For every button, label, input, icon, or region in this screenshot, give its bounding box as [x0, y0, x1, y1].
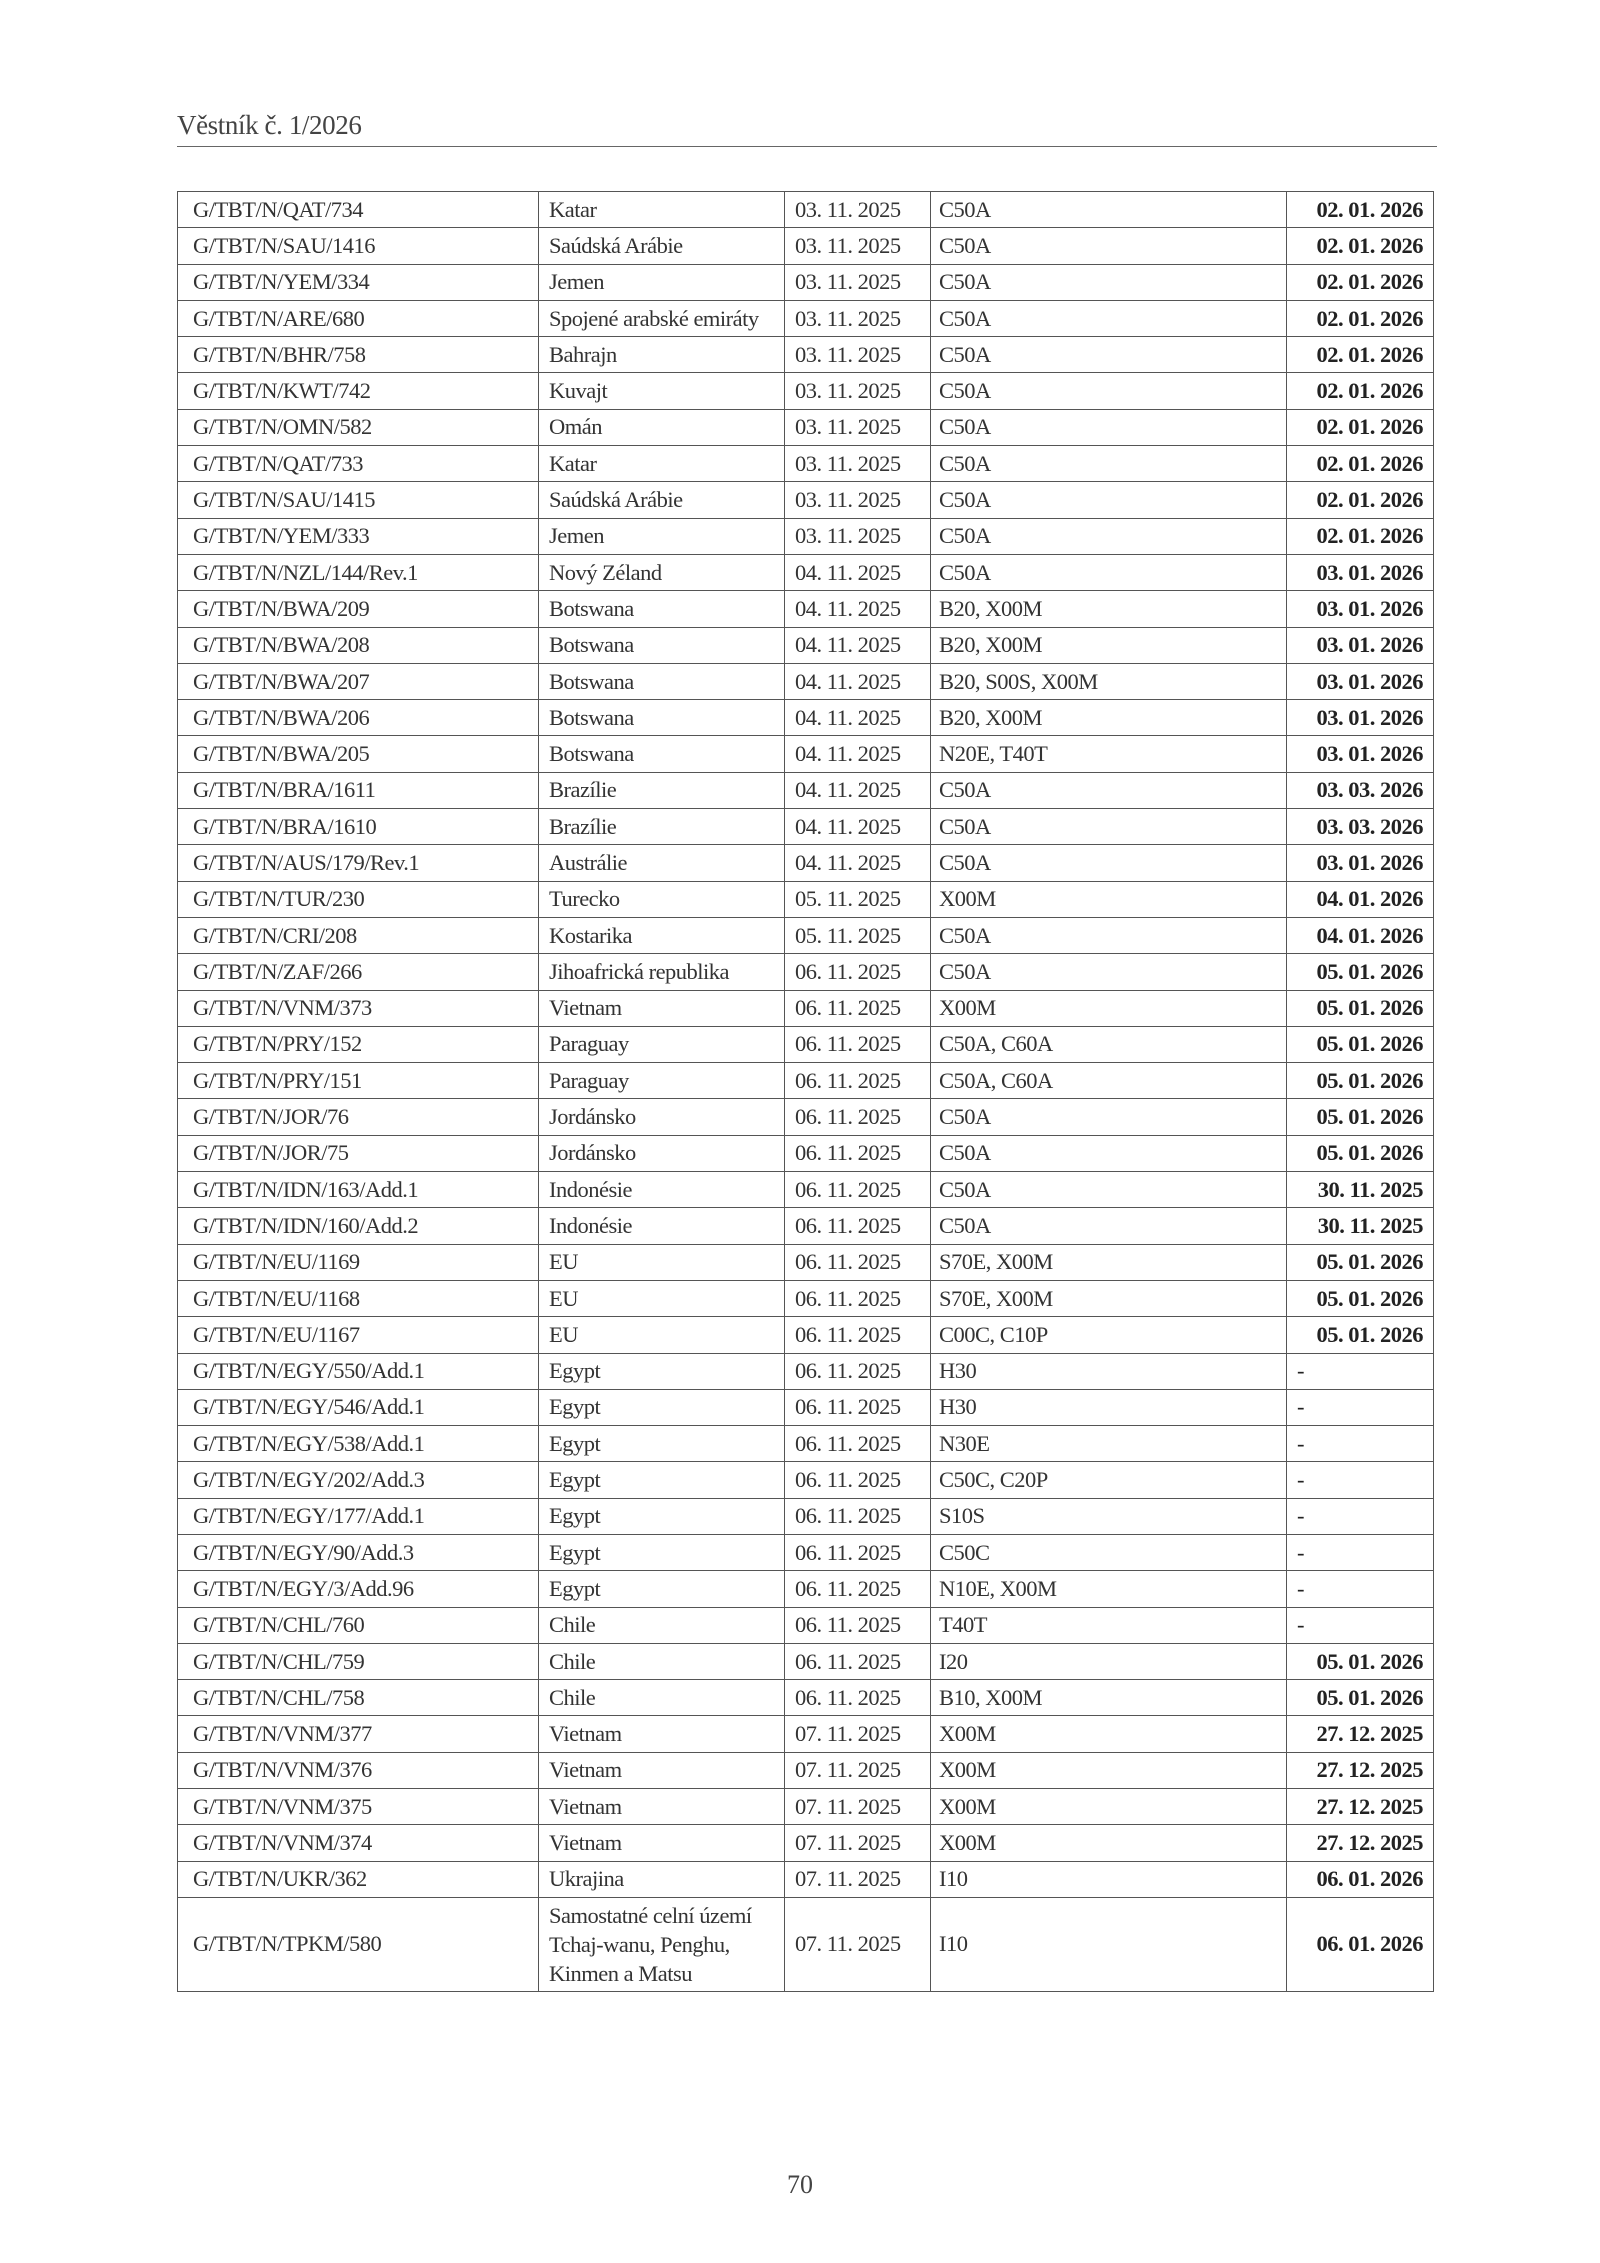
notification-date-cell: 03. 11. 2025	[785, 409, 931, 445]
notification-date-cell: 06. 11. 2025	[785, 1208, 931, 1244]
ics-codes-cell: C50A	[931, 845, 1287, 881]
comment-deadline-cell: 30. 11. 2025	[1287, 1172, 1434, 1208]
comment-deadline-cell: 03. 01. 2026	[1287, 554, 1434, 590]
ics-codes-cell: C00C, C10P	[931, 1317, 1287, 1353]
country-cell: EU	[539, 1280, 785, 1316]
notification-code-cell: G/TBT/N/EGY/177/Add.1	[178, 1498, 539, 1534]
country-cell: Botswana	[539, 627, 785, 663]
notification-code-cell: G/TBT/N/EGY/538/Add.1	[178, 1426, 539, 1462]
table-row	[178, 228, 1434, 264]
notification-code-cell: G/TBT/N/CHL/758	[178, 1680, 539, 1716]
notification-code-cell: G/TBT/N/JOR/76	[178, 1099, 539, 1135]
comment-deadline-cell: 05. 01. 2026	[1287, 1680, 1434, 1716]
notification-code-cell: G/TBT/N/EU/1167	[178, 1317, 539, 1353]
country-cell: Brazílie	[539, 809, 785, 845]
running-header: Věstník č. 1/2026	[177, 110, 362, 140]
comment-deadline-cell: -	[1287, 1534, 1434, 1570]
notification-code-cell: G/TBT/N/VNM/373	[178, 990, 539, 1026]
notification-date-cell: 03. 11. 2025	[785, 192, 931, 228]
country-cell: Egypt	[539, 1389, 785, 1425]
notification-date-cell: 06. 11. 2025	[785, 990, 931, 1026]
ics-codes-cell: C50A	[931, 772, 1287, 808]
page-number: 70	[787, 2170, 813, 2199]
comment-deadline-cell: 02. 01. 2026	[1287, 264, 1434, 300]
comment-deadline-cell: 02. 01. 2026	[1287, 409, 1434, 445]
table-row	[178, 1172, 1434, 1208]
comment-deadline-cell: 04. 01. 2026	[1287, 881, 1434, 917]
ics-codes-cell: S70E, X00M	[931, 1244, 1287, 1280]
table-row	[178, 1026, 1434, 1062]
table-row	[178, 917, 1434, 953]
notification-date-cell: 06. 11. 2025	[785, 1026, 931, 1062]
country-cell: Omán	[539, 409, 785, 445]
ics-codes-cell: C50A	[931, 264, 1287, 300]
ics-codes-cell: C50A	[931, 917, 1287, 953]
country-cell: Chile	[539, 1607, 785, 1643]
country-cell: Botswana	[539, 663, 785, 699]
comment-deadline-cell: 03. 03. 2026	[1287, 772, 1434, 808]
comment-deadline-cell: 02. 01. 2026	[1287, 518, 1434, 554]
table-row	[178, 1897, 1434, 1991]
notification-code-cell: G/TBT/N/JOR/75	[178, 1135, 539, 1171]
table-row	[178, 192, 1434, 228]
notification-code-cell: G/TBT/N/EU/1169	[178, 1244, 539, 1280]
notification-date-cell: 03. 11. 2025	[785, 300, 931, 336]
notification-date-cell: 03. 11. 2025	[785, 264, 931, 300]
notification-code-cell: G/TBT/N/IDN/160/Add.2	[178, 1208, 539, 1244]
ics-codes-cell: B20, X00M	[931, 700, 1287, 736]
notification-date-cell: 07. 11. 2025	[785, 1861, 931, 1897]
ics-codes-cell: C50A	[931, 482, 1287, 518]
country-cell: Brazílie	[539, 772, 785, 808]
table-row	[178, 1752, 1434, 1788]
table-row	[178, 409, 1434, 445]
comment-deadline-cell: 02. 01. 2026	[1287, 300, 1434, 336]
table-row	[178, 772, 1434, 808]
ics-codes-cell: X00M	[931, 990, 1287, 1026]
notification-code-cell: G/TBT/N/PRY/151	[178, 1063, 539, 1099]
notification-date-cell: 06. 11. 2025	[785, 1534, 931, 1570]
notification-code-cell: G/TBT/N/OMN/582	[178, 409, 539, 445]
notification-code-cell: G/TBT/N/YEM/333	[178, 518, 539, 554]
table-row	[178, 1607, 1434, 1643]
notification-code-cell: G/TBT/N/SAU/1415	[178, 482, 539, 518]
table-row	[178, 1244, 1434, 1280]
comment-deadline-cell: 02. 01. 2026	[1287, 482, 1434, 518]
country-cell: Egypt	[539, 1426, 785, 1462]
country-cell: Jemen	[539, 518, 785, 554]
comment-deadline-cell: 05. 01. 2026	[1287, 1063, 1434, 1099]
comment-deadline-cell: 02. 01. 2026	[1287, 446, 1434, 482]
table-row	[178, 1280, 1434, 1316]
country-cell: Botswana	[539, 736, 785, 772]
notification-code-cell: G/TBT/N/VNM/377	[178, 1716, 539, 1752]
ics-codes-cell: C50A	[931, 518, 1287, 554]
notification-date-cell: 05. 11. 2025	[785, 917, 931, 953]
country-cell: Egypt	[539, 1571, 785, 1607]
notification-date-cell: 03. 11. 2025	[785, 337, 931, 373]
country-cell: Paraguay	[539, 1026, 785, 1062]
notification-code-cell: G/TBT/N/CHL/760	[178, 1607, 539, 1643]
notification-date-cell: 04. 11. 2025	[785, 591, 931, 627]
ics-codes-cell: S70E, X00M	[931, 1280, 1287, 1316]
notification-code-cell: G/TBT/N/BWA/206	[178, 700, 539, 736]
notification-code-cell: G/TBT/N/EU/1168	[178, 1280, 539, 1316]
notification-date-cell: 06. 11. 2025	[785, 1244, 931, 1280]
ics-codes-cell: H30	[931, 1389, 1287, 1425]
country-cell: Turecko	[539, 881, 785, 917]
notification-date-cell: 04. 11. 2025	[785, 845, 931, 881]
country-cell: Samostatné celní území Tchaj-wanu, Penghu, Kinmen a Matsu	[539, 1897, 785, 1991]
comment-deadline-cell: 02. 01. 2026	[1287, 337, 1434, 373]
comment-deadline-cell: -	[1287, 1426, 1434, 1462]
comment-deadline-cell: -	[1287, 1498, 1434, 1534]
ics-codes-cell: X00M	[931, 1752, 1287, 1788]
comment-deadline-cell: -	[1287, 1353, 1434, 1389]
notification-code-cell: G/TBT/N/EGY/3/Add.96	[178, 1571, 539, 1607]
ics-codes-cell: B10, X00M	[931, 1680, 1287, 1716]
comment-deadline-cell: 06. 01. 2026	[1287, 1897, 1434, 1991]
ics-codes-cell: C50A	[931, 1208, 1287, 1244]
ics-codes-cell: C50A, C60A	[931, 1063, 1287, 1099]
table-row	[178, 736, 1434, 772]
table-row	[178, 1534, 1434, 1570]
country-cell: Vietnam	[539, 990, 785, 1026]
notification-date-cell: 06. 11. 2025	[785, 1571, 931, 1607]
comment-deadline-cell: 03. 01. 2026	[1287, 591, 1434, 627]
notification-date-cell: 06. 11. 2025	[785, 1389, 931, 1425]
country-cell: Egypt	[539, 1353, 785, 1389]
table-row	[178, 591, 1434, 627]
ics-codes-cell: C50A	[931, 954, 1287, 990]
ics-codes-cell: I20	[931, 1643, 1287, 1679]
ics-codes-cell: C50A, C60A	[931, 1026, 1287, 1062]
notification-code-cell: G/TBT/N/BWA/207	[178, 663, 539, 699]
country-cell: Chile	[539, 1643, 785, 1679]
ics-codes-cell: C50A	[931, 409, 1287, 445]
ics-codes-cell: C50A	[931, 192, 1287, 228]
notification-code-cell: G/TBT/N/BHR/758	[178, 337, 539, 373]
notification-code-cell: G/TBT/N/BRA/1611	[178, 772, 539, 808]
table-row	[178, 881, 1434, 917]
table-row	[178, 1571, 1434, 1607]
country-cell: Kuvajt	[539, 373, 785, 409]
notification-code-cell: G/TBT/N/QAT/733	[178, 446, 539, 482]
comment-deadline-cell: 27. 12. 2025	[1287, 1752, 1434, 1788]
ics-codes-cell: I10	[931, 1897, 1287, 1991]
comment-deadline-cell: 03. 01. 2026	[1287, 627, 1434, 663]
comment-deadline-cell: 02. 01. 2026	[1287, 192, 1434, 228]
country-cell: Paraguay	[539, 1063, 785, 1099]
country-cell: Jihoafrická republika	[539, 954, 785, 990]
country-cell: Botswana	[539, 700, 785, 736]
notification-date-cell: 06. 11. 2025	[785, 1462, 931, 1498]
notification-date-cell: 03. 11. 2025	[785, 482, 931, 518]
notification-code-cell: G/TBT/N/CHL/759	[178, 1643, 539, 1679]
ics-codes-cell: C50A	[931, 373, 1287, 409]
country-cell: Ukrajina	[539, 1861, 785, 1897]
country-cell: Kostarika	[539, 917, 785, 953]
notification-date-cell: 06. 11. 2025	[785, 954, 931, 990]
notification-code-cell: G/TBT/N/KWT/742	[178, 373, 539, 409]
table-row	[178, 554, 1434, 590]
table-row	[178, 990, 1434, 1026]
table-row	[178, 1462, 1434, 1498]
country-cell: Indonésie	[539, 1172, 785, 1208]
notification-code-cell: G/TBT/N/IDN/163/Add.1	[178, 1172, 539, 1208]
notification-date-cell: 04. 11. 2025	[785, 554, 931, 590]
comment-deadline-cell: -	[1287, 1389, 1434, 1425]
comment-deadline-cell: 05. 01. 2026	[1287, 1135, 1434, 1171]
table-row	[178, 1208, 1434, 1244]
country-cell: Jordánsko	[539, 1099, 785, 1135]
ics-codes-cell: B20, S00S, X00M	[931, 663, 1287, 699]
table-row	[178, 1861, 1434, 1897]
notification-code-cell: G/TBT/N/BRA/1610	[178, 809, 539, 845]
notification-date-cell: 04. 11. 2025	[785, 772, 931, 808]
table-row	[178, 1063, 1434, 1099]
ics-codes-cell: C50A	[931, 300, 1287, 336]
notification-code-cell: G/TBT/N/TPKM/580	[178, 1897, 539, 1991]
table-row	[178, 1389, 1434, 1425]
country-cell: Jemen	[539, 264, 785, 300]
notification-date-cell: 06. 11. 2025	[785, 1317, 931, 1353]
table-row	[178, 1426, 1434, 1462]
notification-code-cell: G/TBT/N/SAU/1416	[178, 228, 539, 264]
notification-date-cell: 04. 11. 2025	[785, 627, 931, 663]
notification-date-cell: 06. 11. 2025	[785, 1426, 931, 1462]
country-cell: Chile	[539, 1680, 785, 1716]
country-cell: Botswana	[539, 591, 785, 627]
comment-deadline-cell: 05. 01. 2026	[1287, 954, 1434, 990]
table-row	[178, 845, 1434, 881]
notification-code-cell: G/TBT/N/UKR/362	[178, 1861, 539, 1897]
notification-code-cell: G/TBT/N/EGY/90/Add.3	[178, 1534, 539, 1570]
ics-codes-cell: C50A	[931, 1135, 1287, 1171]
notification-code-cell: G/TBT/N/EGY/546/Add.1	[178, 1389, 539, 1425]
country-cell: Austrálie	[539, 845, 785, 881]
notification-date-cell: 06. 11. 2025	[785, 1172, 931, 1208]
notification-code-cell: G/TBT/N/AUS/179/Rev.1	[178, 845, 539, 881]
table-row	[178, 1789, 1434, 1825]
notification-date-cell: 06. 11. 2025	[785, 1353, 931, 1389]
country-cell: Vietnam	[539, 1825, 785, 1861]
ics-codes-cell: X00M	[931, 881, 1287, 917]
table-row	[178, 1498, 1434, 1534]
ics-codes-cell: B20, X00M	[931, 627, 1287, 663]
notification-date-cell: 03. 11. 2025	[785, 518, 931, 554]
notification-code-cell: G/TBT/N/VNM/375	[178, 1789, 539, 1825]
comment-deadline-cell: -	[1287, 1571, 1434, 1607]
comment-deadline-cell: 04. 01. 2026	[1287, 917, 1434, 953]
notification-date-cell: 06. 11. 2025	[785, 1135, 931, 1171]
comment-deadline-cell: 03. 01. 2026	[1287, 663, 1434, 699]
table-row	[178, 700, 1434, 736]
notification-date-cell: 06. 11. 2025	[785, 1063, 931, 1099]
country-cell: Vietnam	[539, 1789, 785, 1825]
comment-deadline-cell: 05. 01. 2026	[1287, 1244, 1434, 1280]
country-cell: Nový Zéland	[539, 554, 785, 590]
notification-date-cell: 04. 11. 2025	[785, 809, 931, 845]
notification-code-cell: G/TBT/N/VNM/374	[178, 1825, 539, 1861]
notification-date-cell: 07. 11. 2025	[785, 1716, 931, 1752]
notification-code-cell: G/TBT/N/NZL/144/Rev.1	[178, 554, 539, 590]
notification-code-cell: G/TBT/N/QAT/734	[178, 192, 539, 228]
country-cell: EU	[539, 1317, 785, 1353]
notification-date-cell: 07. 11. 2025	[785, 1789, 931, 1825]
comment-deadline-cell: 30. 11. 2025	[1287, 1208, 1434, 1244]
notification-date-cell: 07. 11. 2025	[785, 1897, 931, 1991]
table-row	[178, 663, 1434, 699]
table-row	[178, 1353, 1434, 1389]
notification-date-cell: 03. 11. 2025	[785, 446, 931, 482]
notification-date-cell: 06. 11. 2025	[785, 1498, 931, 1534]
notifications-table	[177, 191, 1434, 1992]
country-cell: Indonésie	[539, 1208, 785, 1244]
country-cell: EU	[539, 1244, 785, 1280]
ics-codes-cell: C50C, C20P	[931, 1462, 1287, 1498]
comment-deadline-cell: 03. 01. 2026	[1287, 700, 1434, 736]
country-cell: Jordánsko	[539, 1135, 785, 1171]
comment-deadline-cell: -	[1287, 1462, 1434, 1498]
notification-code-cell: G/TBT/N/ARE/680	[178, 300, 539, 336]
notification-code-cell: G/TBT/N/BWA/209	[178, 591, 539, 627]
comment-deadline-cell: 02. 01. 2026	[1287, 228, 1434, 264]
ics-codes-cell: T40T	[931, 1607, 1287, 1643]
comment-deadline-cell: 03. 01. 2026	[1287, 845, 1434, 881]
table-row	[178, 482, 1434, 518]
comment-deadline-cell: 03. 03. 2026	[1287, 809, 1434, 845]
country-cell: Bahrajn	[539, 337, 785, 373]
country-cell: Katar	[539, 192, 785, 228]
comment-deadline-cell: 27. 12. 2025	[1287, 1825, 1434, 1861]
notification-date-cell: 05. 11. 2025	[785, 881, 931, 917]
comment-deadline-cell: 27. 12. 2025	[1287, 1789, 1434, 1825]
table-row	[178, 1825, 1434, 1861]
table-row	[178, 373, 1434, 409]
ics-codes-cell: X00M	[931, 1789, 1287, 1825]
ics-codes-cell: C50A	[931, 337, 1287, 373]
comment-deadline-cell: -	[1287, 1607, 1434, 1643]
ics-codes-cell: H30	[931, 1353, 1287, 1389]
country-cell: Saúdská Arábie	[539, 228, 785, 264]
table-row	[178, 518, 1434, 554]
notification-code-cell: G/TBT/N/BWA/208	[178, 627, 539, 663]
notification-code-cell: G/TBT/N/TUR/230	[178, 881, 539, 917]
comment-deadline-cell: 06. 01. 2026	[1287, 1861, 1434, 1897]
notification-date-cell: 07. 11. 2025	[785, 1825, 931, 1861]
header-rule	[177, 146, 1437, 147]
notification-code-cell: G/TBT/N/ZAF/266	[178, 954, 539, 990]
ics-codes-cell: N30E	[931, 1426, 1287, 1462]
table-row	[178, 1643, 1434, 1679]
notification-date-cell: 06. 11. 2025	[785, 1643, 931, 1679]
table-row	[178, 300, 1434, 336]
notification-date-cell: 06. 11. 2025	[785, 1280, 931, 1316]
table-row	[178, 1680, 1434, 1716]
ics-codes-cell: N20E, T40T	[931, 736, 1287, 772]
ics-codes-cell: C50A	[931, 809, 1287, 845]
ics-codes-cell: I10	[931, 1861, 1287, 1897]
country-cell: Egypt	[539, 1462, 785, 1498]
ics-codes-cell: C50A	[931, 554, 1287, 590]
notification-code-cell: G/TBT/N/VNM/376	[178, 1752, 539, 1788]
notification-date-cell: 06. 11. 2025	[785, 1680, 931, 1716]
ics-codes-cell: C50A	[931, 1172, 1287, 1208]
comment-deadline-cell: 05. 01. 2026	[1287, 1280, 1434, 1316]
ics-codes-cell: C50A	[931, 1099, 1287, 1135]
notification-date-cell: 07. 11. 2025	[785, 1752, 931, 1788]
table-row	[178, 446, 1434, 482]
comment-deadline-cell: 05. 01. 2026	[1287, 1643, 1434, 1679]
ics-codes-cell: S10S	[931, 1498, 1287, 1534]
country-cell: Spojené arabské emiráty	[539, 300, 785, 336]
notification-date-cell: 04. 11. 2025	[785, 700, 931, 736]
table-row	[178, 1716, 1434, 1752]
ics-codes-cell: X00M	[931, 1825, 1287, 1861]
table-row	[178, 809, 1434, 845]
country-cell: Egypt	[539, 1498, 785, 1534]
notification-code-cell: G/TBT/N/BWA/205	[178, 736, 539, 772]
country-cell: Egypt	[539, 1534, 785, 1570]
ics-codes-cell: C50A	[931, 228, 1287, 264]
notification-code-cell: G/TBT/N/CRI/208	[178, 917, 539, 953]
table-row	[178, 337, 1434, 373]
ics-codes-cell: N10E, X00M	[931, 1571, 1287, 1607]
notification-date-cell: 06. 11. 2025	[785, 1099, 931, 1135]
notification-date-cell: 04. 11. 2025	[785, 663, 931, 699]
comment-deadline-cell: 05. 01. 2026	[1287, 1317, 1434, 1353]
notification-date-cell: 06. 11. 2025	[785, 1607, 931, 1643]
notification-code-cell: G/TBT/N/EGY/202/Add.3	[178, 1462, 539, 1498]
comment-deadline-cell: 27. 12. 2025	[1287, 1716, 1434, 1752]
notification-code-cell: G/TBT/N/PRY/152	[178, 1026, 539, 1062]
ics-codes-cell: B20, X00M	[931, 591, 1287, 627]
comment-deadline-cell: 02. 01. 2026	[1287, 373, 1434, 409]
notification-code-cell: G/TBT/N/EGY/550/Add.1	[178, 1353, 539, 1389]
table-row	[178, 1135, 1434, 1171]
table-row	[178, 954, 1434, 990]
comment-deadline-cell: 05. 01. 2026	[1287, 1099, 1434, 1135]
comment-deadline-cell: 05. 01. 2026	[1287, 990, 1434, 1026]
comment-deadline-cell: 05. 01. 2026	[1287, 1026, 1434, 1062]
country-cell: Vietnam	[539, 1716, 785, 1752]
comment-deadline-cell: 03. 01. 2026	[1287, 736, 1434, 772]
country-cell: Vietnam	[539, 1752, 785, 1788]
table-row	[178, 264, 1434, 300]
ics-codes-cell: X00M	[931, 1716, 1287, 1752]
table-row	[178, 627, 1434, 663]
notification-date-cell: 03. 11. 2025	[785, 228, 931, 264]
table-row	[178, 1317, 1434, 1353]
table-row	[178, 1099, 1434, 1135]
ics-codes-cell: C50A	[931, 446, 1287, 482]
ics-codes-cell: C50C	[931, 1534, 1287, 1570]
notification-code-cell: G/TBT/N/YEM/334	[178, 264, 539, 300]
country-cell: Saúdská Arábie	[539, 482, 785, 518]
country-cell: Katar	[539, 446, 785, 482]
notification-date-cell: 04. 11. 2025	[785, 736, 931, 772]
notification-date-cell: 03. 11. 2025	[785, 373, 931, 409]
